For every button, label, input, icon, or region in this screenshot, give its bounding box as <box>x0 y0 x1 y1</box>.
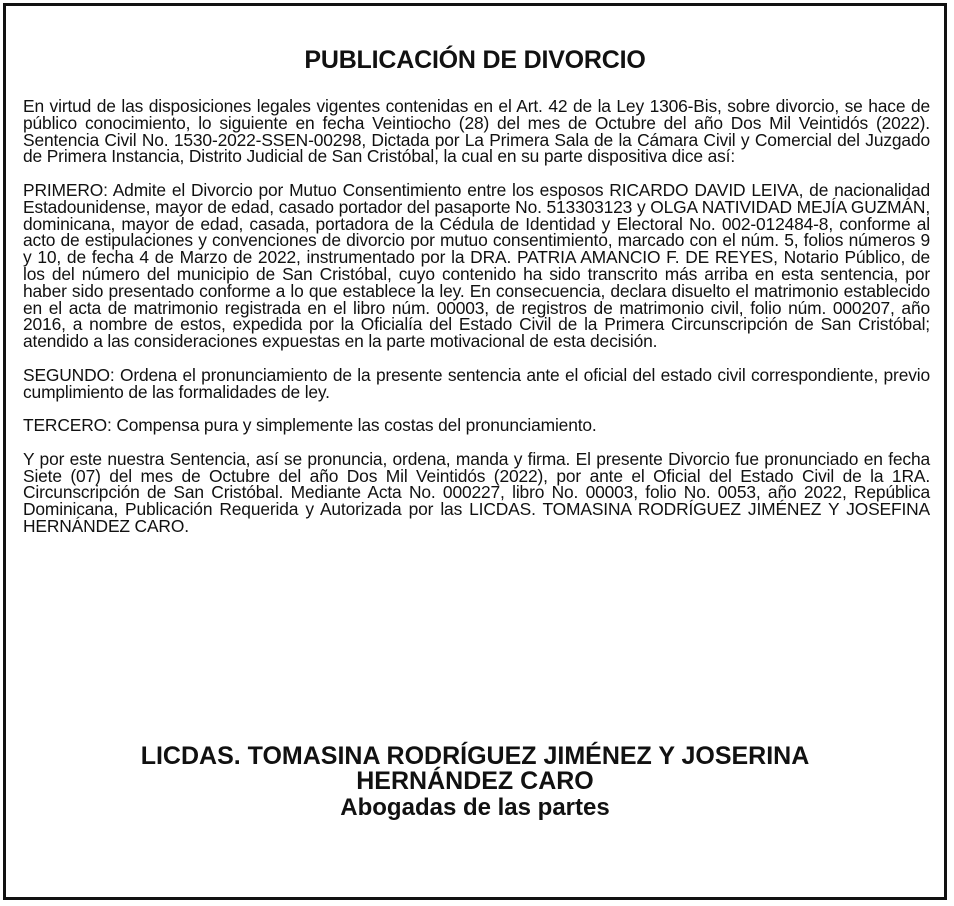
paragraph-tercero: TERCERO: Compensa pura y simplemente las costas del pronunciamiento. <box>23 415 597 436</box>
signature-role: Abogadas de las partes <box>340 794 610 821</box>
signature-block <box>6 744 944 822</box>
notice-body <box>23 98 930 535</box>
notice-title: PUBLICACIÓN DE DIVORCIO <box>304 46 646 74</box>
paragraph-primero: PRIMERO: Admite el Divorcio por Mutuo Consentimiento entre los esposos RICARDO DAVID LEIVA, de nacionalidad Estadounidense, mayor de edad, casado portador del pasaporte No. 513303123 y OLGA NATIVIDAD MEJÍA GUZMÁN, dominicana, mayor de edad, casada, portadora de la Cédula de Identidad y Electoral No. 002-012484-8, conforme al acto de estipulaciones y convenciones de divorcio por mutuo consentimiento, marcado con el núm. 5, folios números 9 y 10, de fecha 4 de Marzo de 2022, instrumentado por la DRA. PATRIA AMANCIO F. DE REYES, Notario Público, de los del número del municipio de San Cristóbal, cuyo contenido ha sido transcrito más arriba en esta sentencia, por haber sido presentado conforme a lo que establece la ley. En consecuencia, declara disuelto el matrimonio establecido en el acta de matrimonio registrada en el libro núm. 00003, de registros de matrimonio civil, folio núm. 000207, año 2016, a nombre de estos, expedida por la Oficialía del Estado Civil de la Primera Circunscripción de San Cristóbal; atendido a las consideraciones expuestas en la parte motivacional de esta decisión. <box>23 179 930 352</box>
paragraph-segundo: SEGUNDO: Ordena el pronunciamiento de la presente sentencia ante el oficial del estado civil correspondiente, previo cumplimiento de las formalidades de ley. <box>23 364 930 402</box>
notice-frame <box>3 3 947 900</box>
paragraph-closing: Y por este nuestra Sentencia, así se pronuncia, ordena, manda y firma. El presente Divorcio fue pronunciado en fecha Siete (07) del mes de Octubre del año Dos Mil Veintidós (2022), por ante el Oficial del Estado Civil de la 1RA. Circunscripción de San Cristóbal. Mediante Acta No. 000227, libro No. 00003, folio No. 0053, año 2022, República Dominicana, Publicación Requerida y Autorizada por las LICDAS. TOMASINA RODRÍGUEZ JIMÉNEZ Y JOSEFINA HERNÁNDEZ CARO. <box>23 448 930 536</box>
paragraph-intro: En virtud de las disposiciones legales vigentes contenidas en el Art. 42 de la Ley 1306-Bis, sobre divorcio, se hace de público conocimiento, lo siguiente en fecha Veintiocho (28) del mes de Octubre del año Dos Mil Veintidós (2022). Sentencia Civil No. 1530-2022-SSEN-00298, Dictada por La Primera Sala de la Cámara Civil y Comercial del Juzgado de Primera Instancia, Distrito Judicial de San Cristóbal, la cual en su parte dispositiva dice así: <box>23 96 930 167</box>
signature-names: LICDAS. TOMASINA RODRÍGUEZ JIMÉNEZ Y JOSERINA HERNÁNDEZ CARO <box>140 742 810 795</box>
